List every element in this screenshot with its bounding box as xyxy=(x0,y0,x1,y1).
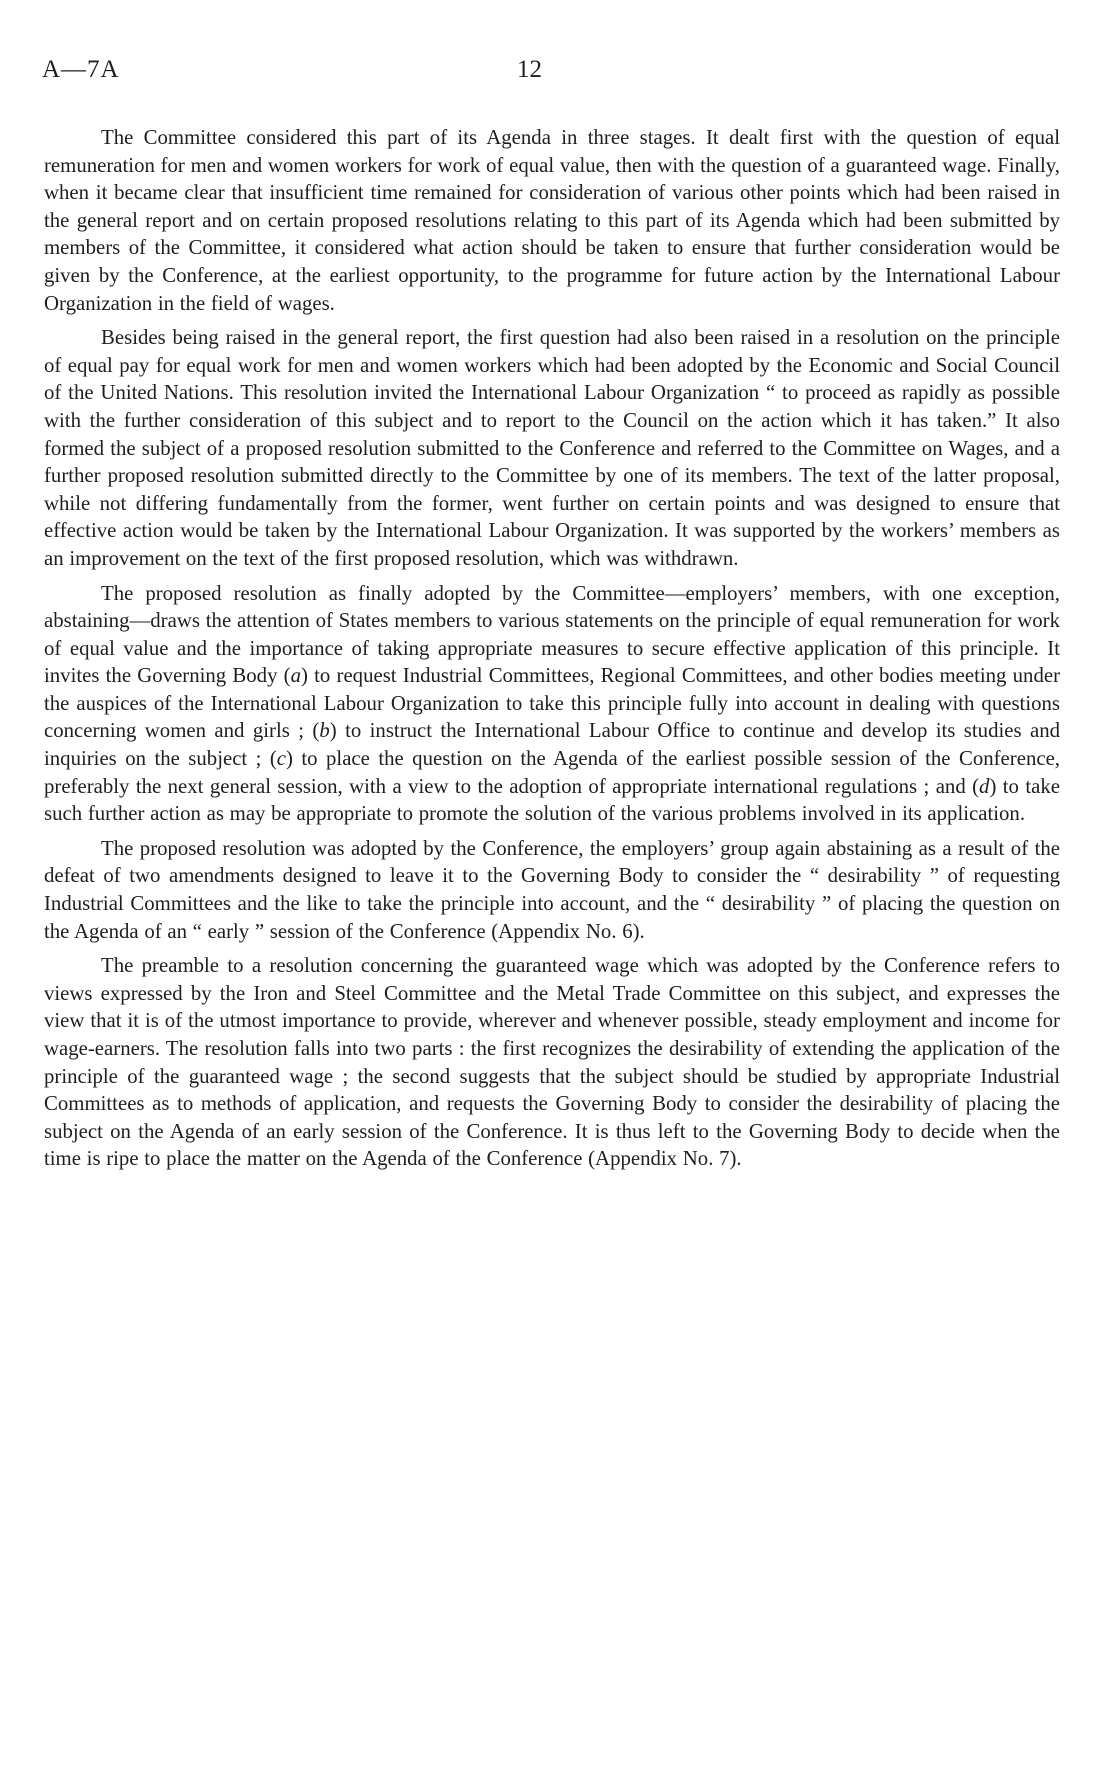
paragraph-guaranteed-wage: The preamble to a resolution concerning the guaranteed wage which was adopted by the Conference refers to views expressed by the Iron and Steel Committee and the Metal Trade Committee on this subject, and expresses the view that it is of the utmost importance to provide, wherever and whenever possible, steady employment and income for wage-earners. The resolution falls into two parts : the first recognizes the desirability of extending the application of the principle of the guaranteed wage ; the second suggests that the subject should be studied by appropriate Industrial Committees as to methods of application, and requests the Governing Body to consider the desirability of placing the subject on the Agenda of an early session of the Conference. It is thus left to the Governing Body to decide when the time is ripe to place the matter on the Agenda of the Conference (Appendix No. 7). xyxy=(44,954,1060,1171)
document-reference: A—7A xyxy=(42,56,120,83)
document-body xyxy=(44,124,1060,1180)
paragraph-equal-pay-question: Besides being raised in the general report, the first question had also been raised in a resolution on the principle of equal pay for equal work for men and women workers which had been adopted by the Economic and Social Council of the United Nations. This resolution invited the International Labour Organization “ to proceed as rapidly as possible with the further consideration of this subject and to report to the Council on the action which it has taken.” It also formed the subject of a proposed resolution submitted to the Conference and referred to the Committee on Wages, and a further proposed resolution submitted directly to the Committee by one of its members. The text of the latter proposal, while not differing fundamentally from the former, went further on certain points and was designed to ensure that effective action would be taken by the International Labour Organization. It was supported by the workers’ members as an improvement on the text of the first proposed resolution, which was withdrawn. xyxy=(44,326,1060,570)
paragraph-conference-adoption: The proposed resolution was adopted by the Conference, the employers’ group again abstaining as a result of the defeat of two amendments designed to leave it to the Governing Body to consider the “ desirability ” of requesting Industrial Committees and the like to take the principle into account, and the “ desirability ” of placing the question on the Agenda of an “ early ” session of the Conference (Appendix No. 6). xyxy=(44,836,1060,943)
page-number: 12 xyxy=(517,56,542,83)
paragraph-committee-stages: The Committee considered this part of its Agenda in three stages. It dealt first with the question of equal remuneration for men and women workers for work of equal value, then with the question of a guaranteed wage. Finally, when it became clear that insufficient time remained for consideration of various other points which had been raised in the general report and on certain proposed resolutions relating to this part of its Agenda which had been submitted by members of the Committee, it considered what action should be taken to ensure that further consideration would be given by the Conference, at the earliest opportunity, to the programme for future action by the International Labour Organization in the field of wages. xyxy=(44,126,1060,315)
paragraph-proposed-resolution: The proposed resolution as finally adopted by the Committee—employers’ members, with one exception, abstaining—draws the attention of States members to various statements on the principle of equal remuneration for work of equal value and the importance of taking appropriate measures to secure effective application of this principle. It invites the Governing Body (a) to request Industrial Committees, Regional Committees, and other bodies meeting under the auspices of the International Labour Organization to take this principle fully into account in dealing with questions concerning women and girls ; (b) to instruct the International Labour Office to continue and develop its studies and inquiries on the subject ; (c) to place the question on the Agenda of the earliest possible session of the Conference, preferably the next general session, with a view to the adoption of appropriate international regulations ; and (d) to take such further action as may be appropriate to promote the solution of the various problems involved in its application. xyxy=(44,581,1061,826)
